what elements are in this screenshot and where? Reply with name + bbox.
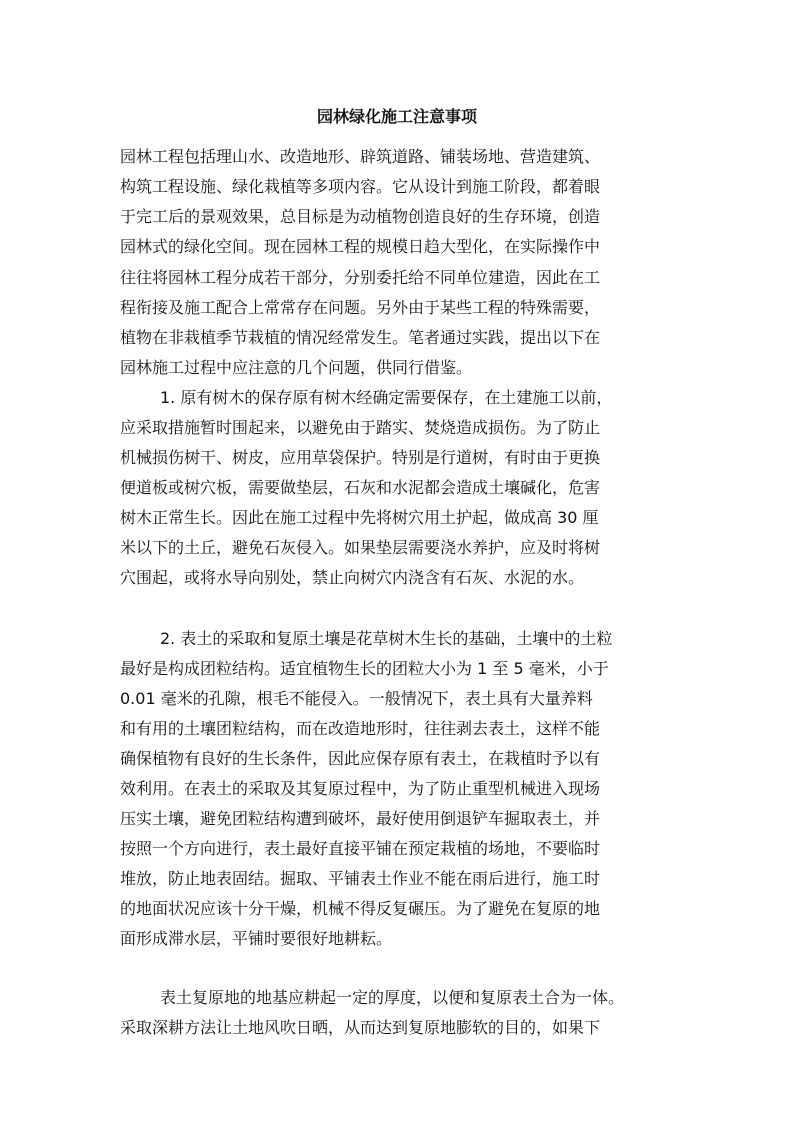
body-text-line: 构筑工程设施、绿化栽植等多项内容。它从设计到施工阶段，都着眼 bbox=[120, 177, 601, 196]
body-text-line: 和有用的土壤团粒结构，而在改造地形时，往往剥去表土，这样不能 bbox=[120, 719, 601, 738]
body-text-line: 采取深耕方法让土地风吹日晒，从而达到复原地膨软的目的，如果下 bbox=[120, 1018, 601, 1037]
body-text-line: 往往将园林工程分成若干部分，分别委托给不同单位建造，因此在工 bbox=[120, 268, 601, 287]
section-2-first-line: 2. 表土的采取和复原土壤是花草树木生长的基础，土壤中的土粒 bbox=[160, 629, 613, 648]
body-text-line: 的地面状况应该十分干燥，机械不得反复碾压。为了避免在复原的地 bbox=[120, 899, 601, 918]
body-text-line: 应采取措施暂时围起来，以避免由于踏实、焚烧造成损伤。为了防止 bbox=[120, 418, 601, 437]
body-text-line: 米以下的土丘，避免石灰侵入。如果垫层需要浇水养护，应及时将树 bbox=[120, 538, 601, 557]
body-text-line: 园林工程包括理山水、改造地形、辟筑道路、铺装场地、营造建筑、 bbox=[120, 147, 601, 166]
body-text-line: 效利用。在表土的采取及其复原过程中，为了防止重型机械进入现场 bbox=[120, 779, 601, 798]
body-text-line: 压实土壤，避免团粒结构遭到破坏，最好使用倒退铲车掘取表土，并 bbox=[120, 809, 601, 828]
body-text-line: 园林式的绿化空间。现在园林工程的规模日趋大型化，在实际操作中 bbox=[120, 237, 601, 256]
body-text-line: 植物在非栽植季节栽植的情况经常发生。笔者通过实践，提出以下在 bbox=[120, 328, 601, 347]
body-text-line: 最好是构成团粒结构。适宜植物生长的团粒大小为 1 至 5 毫米，小于 bbox=[120, 659, 609, 678]
paragraph-first-line: 表土复原地的地基应耕起一定的厚度，以便和复原表土合为一体。 bbox=[160, 988, 625, 1007]
body-text-line: 程衔接及施工配合上常常存在问题。另外由于某些工程的特殊需要， bbox=[120, 298, 601, 317]
body-text-line: 确保植物有良好的生长条件，因此应保存原有表土，在栽植时予以有 bbox=[120, 749, 601, 768]
body-text-line: 0.01 毫米的孔隙，根毛不能侵入。一般情况下，表土具有大量养料 bbox=[120, 689, 593, 708]
body-text-line: 树木正常生长。因此在施工过程中先将树穴用土护起，做成高 30 厘 bbox=[120, 508, 599, 527]
body-text-line: 于完工后的景观效果，总目标是为动植物创造良好的生存环境，创造 bbox=[120, 207, 601, 226]
body-text-line: 园林施工过程中应注意的几个问题，供同行借鉴。 bbox=[120, 358, 473, 377]
body-text-line: 穴围起，或将水导向别处，禁止向树穴内浇含有石灰、水泥的水。 bbox=[120, 568, 585, 587]
body-text-line: 便道板或树穴板，需要做垫层，石灰和水泥都会造成土壤碱化，危害 bbox=[120, 478, 601, 497]
section-1-first-line: 1. 原有树木的保存原有树木经确定需要保存，在土建施工以前， bbox=[160, 388, 613, 407]
body-text-line: 机械损伤树干、树皮，应用草袋保护。特别是行道树，有时由于更换 bbox=[120, 448, 601, 467]
body-text-line: 堆放，防止地表固结。掘取、平铺表土作业不能在雨后进行，施工时 bbox=[120, 869, 601, 888]
document-title: 园林绿化施工注意事项 bbox=[316, 107, 477, 126]
body-text-line: 面形成滞水层，平铺时要很好地耕耘。 bbox=[120, 929, 393, 948]
body-text-line: 按照一个方向进行，表土最好直接平铺在预定栽植的场地，不要临时 bbox=[120, 839, 601, 858]
